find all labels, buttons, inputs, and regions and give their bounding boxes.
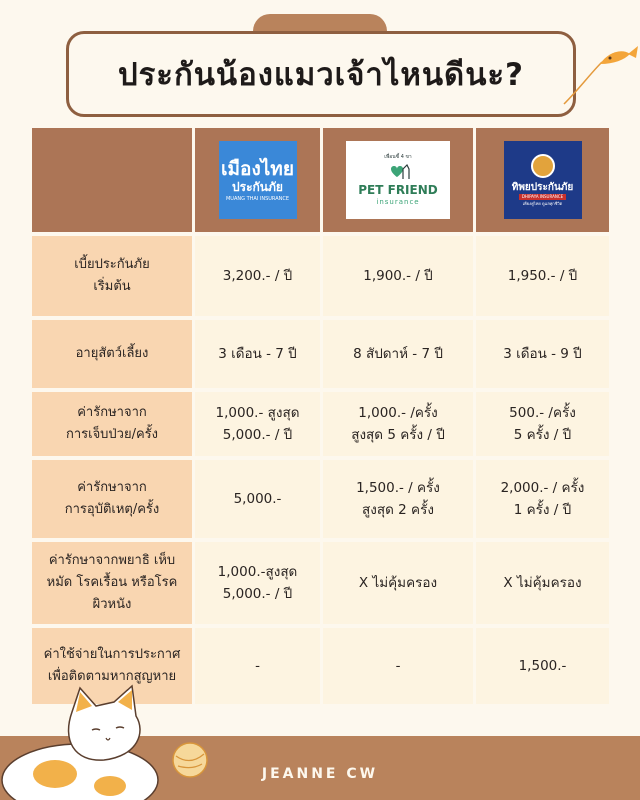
table-cell: X ไม่คุ้มครอง: [323, 542, 473, 624]
table-corner-header: [32, 128, 192, 232]
row-label-accident: ค่ารักษาจาก การอุบัติเหตุ/ครั้ง: [32, 460, 192, 538]
cat-illustration-icon: [0, 682, 170, 800]
table-cell: 5,000.-: [195, 460, 320, 538]
brand-signature: JEANNE CW: [261, 766, 379, 782]
row-label-parasite-skin: ค่ารักษาจากพยาธิ เห็บ หมัด โรคเรื้อน หรือโรค ผิวหนัง: [32, 542, 192, 624]
fish-toy-icon: [560, 38, 640, 108]
table-cell: 500.- /ครั้ง 5 ครั้ง / ปี: [476, 392, 609, 456]
pet-friend-logo: เพื่อนซี้ 4 ขา PET FRIEND insurance: [346, 141, 450, 219]
table-cell: 1,900.- / ปี: [323, 236, 473, 316]
row-label-premium: เบี้ยประกันภัย เริ่มต้น: [32, 236, 192, 316]
dhipaya-logo: ทิพยประกันภัย DHIPAYA INSURANCE เคียงคู่ไทย ดูแลทุกชีวิต: [504, 141, 582, 219]
page-title: ประกันน้องแมวเจ้าไหนดีนะ?: [117, 57, 525, 93]
heart-dog-icon: [383, 161, 413, 183]
dhipaya-emblem-icon: [531, 154, 555, 178]
table-cell: -: [323, 628, 473, 704]
table-cell: 3,200.- / ปี: [195, 236, 320, 316]
muang-thai-logo: เมืองไทย ประกันภัย MUANG THAI INSURANCE: [219, 141, 297, 219]
row-label-illness: ค่ารักษาจาก การเจ็บป่วย/ครั้ง: [32, 392, 192, 456]
provider-header-pet-friend: [323, 128, 473, 232]
table-cell: 8 สัปดาห์ - 7 ปี: [323, 320, 473, 388]
table-cell: 1,950.- / ปี: [476, 236, 609, 316]
table-cell: 2,000.- / ครั้ง 1 ครั้ง / ปี: [476, 460, 609, 538]
row-label-lost-pet: ค่าใช้จ่ายในการประกาศ เพื่อติดตามหากสูญหาย: [32, 628, 192, 704]
title-box: [66, 31, 576, 117]
table-cell: 3 เดือน - 7 ปี: [195, 320, 320, 388]
table-cell: 1,000.- /ครั้ง สูงสุด 5 ครั้ง / ปี: [323, 392, 473, 456]
table-cell: 3 เดือน - 9 ปี: [476, 320, 609, 388]
comparison-table: [32, 128, 608, 688]
table-cell: 1,500.- / ครั้ง สูงสุด 2 ครั้ง: [323, 460, 473, 538]
provider-header-dhipaya: [476, 128, 609, 232]
table-cell: -: [195, 628, 320, 704]
provider-header-muang-thai: [195, 128, 320, 232]
table-cell: 1,000.- สูงสุด 5,000.- / ปี: [195, 392, 320, 456]
row-label-pet-age: อายุสัตว์เลี้ยง: [32, 320, 192, 388]
table-cell: X ไม่คุ้มครอง: [476, 542, 609, 624]
table-cell: 1,000.-สูงสุด 5,000.- / ปี: [195, 542, 320, 624]
table-cell: 1,500.-: [476, 628, 609, 704]
